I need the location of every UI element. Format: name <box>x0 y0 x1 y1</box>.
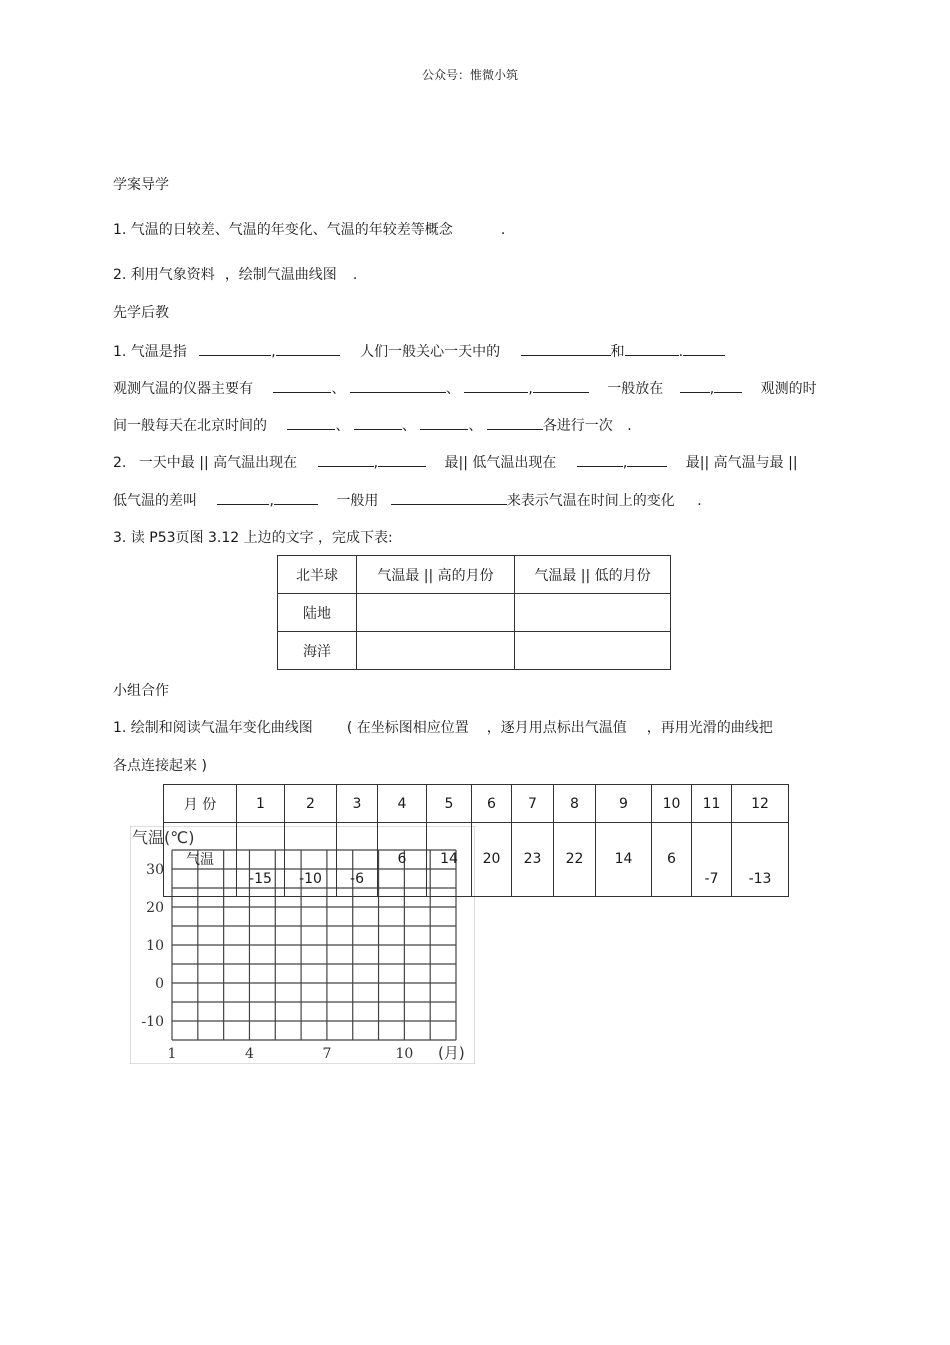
blank-l2-4[interactable] <box>533 378 589 393</box>
comma: , <box>271 344 276 360</box>
line3-dot: . <box>627 418 632 434</box>
month-cell: 11 <box>692 785 732 823</box>
guide-item-2-b: ，绘制气温曲线图 <box>224 267 337 283</box>
q1-prefix: 1. 气温是指 <box>113 344 187 360</box>
blank-q2-3[interactable] <box>577 452 623 467</box>
temp-cell: 14 <box>427 823 472 897</box>
x-tick-label: 7 <box>322 1046 332 1062</box>
table-header-cell: 北半球 <box>278 556 357 594</box>
table-header-cell: 月 份 <box>164 785 237 823</box>
temp-cell: -7 <box>692 823 732 897</box>
table-header-cell: 气温最 || 低的月份 <box>515 556 671 594</box>
guide-item-2-a: 2. 利用气象资料 <box>113 267 215 283</box>
blank-q2-6[interactable] <box>274 490 318 505</box>
month-cell: 10 <box>652 785 692 823</box>
table-row <box>164 785 789 823</box>
dun: 、 <box>445 381 460 397</box>
blank-l3-1[interactable] <box>287 415 335 430</box>
prestudy-q1-line1 <box>113 341 725 361</box>
temp-cell: 22 <box>554 823 596 897</box>
temp-cell: 14 <box>596 823 652 897</box>
table-row <box>278 632 671 670</box>
prestudy-q2-line1 <box>113 452 798 472</box>
comma: , <box>528 381 533 397</box>
q1-and: 和 <box>610 344 625 360</box>
blank-q1-5[interactable] <box>683 341 725 356</box>
table-header-cell: 气温 <box>164 823 237 897</box>
blank-q1-2[interactable] <box>276 341 340 356</box>
blank-l2-1[interactable] <box>273 378 331 393</box>
month-cell: 8 <box>554 785 596 823</box>
blank-q2-5[interactable] <box>217 490 269 505</box>
y-tick-label: 30 <box>146 862 164 878</box>
dun: 、 <box>331 381 346 397</box>
blank-l3-2[interactable] <box>354 415 402 430</box>
blank-q2-4[interactable] <box>627 452 667 467</box>
blank-q2-2[interactable] <box>378 452 426 467</box>
blank-l3-3[interactable] <box>420 415 468 430</box>
guide-item-1-text: 1. 气温的日较差、气温的年变化、气温的年较差等概念 <box>113 222 453 238</box>
table-cell[interactable] <box>357 632 515 670</box>
section-title-group: 小组合作 <box>113 683 169 699</box>
section-title-guide: 学案导学 <box>113 177 169 193</box>
blank-l3-4[interactable] <box>487 415 543 430</box>
temp-cell: -10 <box>285 823 337 897</box>
q2-text2: 最|| 低气温出现在 <box>444 455 557 471</box>
blank-q2-7[interactable] <box>391 490 507 505</box>
group-item-1 <box>113 717 773 737</box>
line2-mid: 一般放在 <box>607 381 664 397</box>
x-tick-label: 1 <box>167 1046 177 1062</box>
dun: 、 <box>401 418 416 434</box>
guide-item-2-end: . <box>352 267 358 283</box>
table-cell: 陆地 <box>278 594 357 632</box>
x-tick-label: 10 <box>395 1046 414 1062</box>
month-cell: 5 <box>427 785 472 823</box>
y-tick-label: 10 <box>146 938 164 954</box>
comma: , <box>622 455 628 471</box>
guide-item-1-end: . <box>500 222 506 238</box>
guide-item-2 <box>113 264 357 284</box>
month-cell: 12 <box>732 785 789 823</box>
table-cell: 海洋 <box>278 632 357 670</box>
blank-l2-3[interactable] <box>464 378 528 393</box>
q2-text1: 一天中最 || 高气温出现在 <box>138 455 298 471</box>
line2-prefix: 观测气温的仪器主要有 <box>113 381 253 397</box>
x-tick-label: 4 <box>244 1046 254 1062</box>
group-item-1a: 1. 绘制和阅读气温年变化曲线图 <box>113 720 313 736</box>
dun: 、 <box>468 418 483 434</box>
group-item-1-line2: 各点连接起来 ) <box>113 758 207 774</box>
prestudy-q2-line2 <box>113 490 702 510</box>
prestudy-q3: 3. 读 P53页图 3.12 上边的文字 ，完成下表: <box>113 530 393 546</box>
guide-item-1 <box>113 219 505 239</box>
blank-q2-1[interactable] <box>318 452 374 467</box>
line3-prefix: 间一般每天在北京时间的 <box>113 418 267 434</box>
month-cell: 4 <box>378 785 427 823</box>
blank-q1-4[interactable] <box>625 341 679 356</box>
temp-cell: 6 <box>652 823 692 897</box>
month-cell: 1 <box>237 785 285 823</box>
q2-line2-prefix: 低气温的差叫 <box>113 493 197 509</box>
q2-line2-dot: . <box>697 493 702 509</box>
y-tick-label: -10 <box>141 1014 164 1030</box>
q2-line2-end: 来表示气温在时间上的变化 <box>506 493 675 509</box>
table-row <box>278 556 671 594</box>
graph-ylabel: 气温(℃) <box>132 828 195 847</box>
season-table <box>277 555 671 670</box>
month-cell: 3 <box>337 785 378 823</box>
y-tick-label: 20 <box>146 900 164 916</box>
blank-l2-6[interactable] <box>714 378 742 393</box>
comma: , <box>709 381 715 397</box>
table-header-cell: 气温最 || 高的月份 <box>357 556 515 594</box>
table-cell[interactable] <box>515 594 671 632</box>
dun: 、 <box>335 418 350 434</box>
section-title-prestudy: 先学后教 <box>113 305 169 321</box>
month-cell: 6 <box>472 785 512 823</box>
table-row <box>164 823 789 897</box>
graph-xlabel: (月) <box>438 1044 465 1062</box>
table-cell[interactable] <box>515 632 671 670</box>
table-row <box>278 594 671 632</box>
blank-q1-3[interactable] <box>521 341 611 356</box>
group-item-1d: ，再用光滑的曲线把 <box>646 720 773 736</box>
group-item-1b: ( 在坐标图相应位置 <box>346 720 469 736</box>
temp-cell: 6 <box>378 823 427 897</box>
temp-cell: -15 <box>237 823 285 897</box>
month-cell: 7 <box>512 785 554 823</box>
prestudy-q1-line2 <box>113 378 817 398</box>
month-cell: 2 <box>285 785 337 823</box>
blank-l2-5[interactable] <box>680 378 710 393</box>
month-cell: 9 <box>596 785 652 823</box>
dot: . <box>678 344 684 360</box>
monthly-temp-table <box>163 784 789 897</box>
table-cell[interactable] <box>357 594 515 632</box>
blank-l2-2[interactable] <box>350 378 446 393</box>
temp-cell: 23 <box>512 823 554 897</box>
temp-cell: -6 <box>337 823 378 897</box>
y-tick-label: 0 <box>155 976 164 992</box>
q2-text3: 最|| 高气温与最 || <box>685 455 798 471</box>
comma: , <box>269 493 274 509</box>
group-item-1c: ，逐月用点标出气温值 <box>486 720 627 736</box>
temp-cell: -13 <box>732 823 789 897</box>
page-header: 公众号：惟微小筑 <box>422 68 519 82</box>
q2-num: 2. <box>113 455 127 471</box>
prestudy-q1-line3 <box>113 415 632 435</box>
line3-end: 各进行一次 <box>542 418 613 434</box>
q1-mid: 人们一般关心一天中的 <box>360 344 501 360</box>
q2-line2-mid: 一般用 <box>336 493 379 509</box>
blank-q1-1[interactable] <box>199 341 271 356</box>
line2-end: 观测的时 <box>760 381 817 397</box>
temp-cell: 20 <box>472 823 512 897</box>
comma: , <box>373 455 379 471</box>
